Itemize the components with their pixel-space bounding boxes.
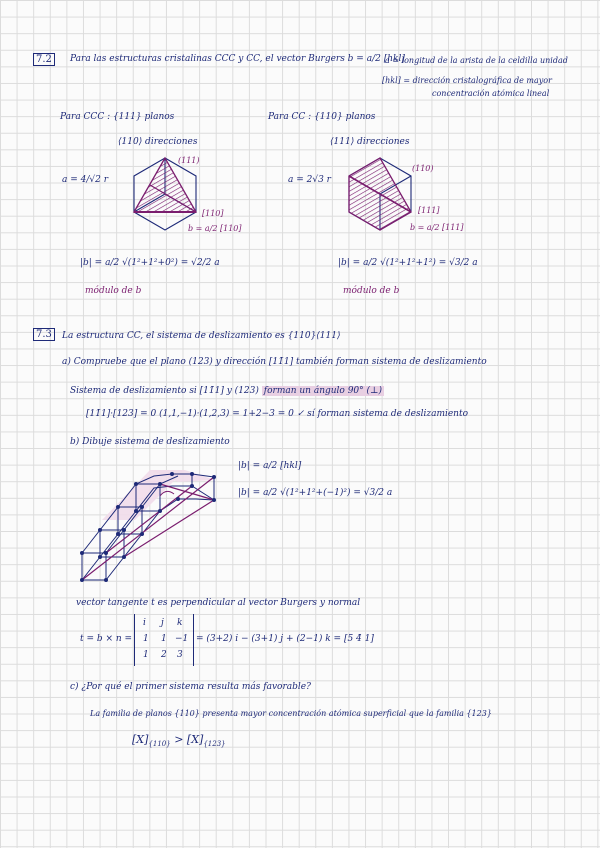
ccc-burgers-magnitude: |b| = a/2 √(1²+1²+0²) = √2/2 a [80, 258, 220, 268]
density-123-sub: {123} [203, 740, 226, 749]
matrix-cell: j [161, 618, 164, 628]
answer-c: La familia de planos {110} presenta mayor concentración atómica superficial que la familia {123} [90, 709, 492, 718]
tangent-result: = (3+2) i − (3+1) j + (2−1) k = [5 4̄ 1] [196, 634, 374, 644]
matrix-cell: 1 [143, 634, 149, 644]
cc-unit-cell-drawing [349, 158, 411, 230]
greater-than: > [174, 733, 184, 746]
matrix-cell: k [177, 618, 183, 628]
density-110: [X] [132, 733, 149, 746]
cc-burgers-label: b = a/2 [111] [410, 223, 464, 232]
cc-magnitude-note: módulo de b [343, 286, 400, 296]
matrix-cell: 3 [177, 650, 183, 660]
section-7-3-title: La estructura CC, el sistema de deslizamiento es {110}⟨111⟩ [62, 331, 341, 341]
section-number-7-3: 7.3 [33, 328, 55, 341]
matrix-cell: i [143, 618, 146, 628]
definition-a: a = longitud de la arista de la celdilla unidad [385, 56, 568, 65]
question-c: c) ¿Por qué el primer sistema resulta más favorable? [70, 682, 311, 692]
cc-planes-label: Para CC : {110} planos [268, 112, 376, 122]
ccc-lattice-parameter: a = 4/√2 r [62, 175, 109, 185]
cc-directions-label: ⟨111⟩ direcciones [330, 137, 410, 147]
density-123: [X] [186, 733, 204, 746]
matrix-cell: 2 [161, 650, 167, 660]
question-b: b) Dibuje sistema de deslizamiento [70, 437, 230, 447]
cc-plane-label: (110) [412, 164, 434, 173]
matrix-cell: 1 [161, 634, 167, 644]
section-7-2-title: Para las estructuras cristalinas CCC y CC, el vector Burgers b = a/2 [hkl] [70, 54, 405, 64]
section-number-7-2: 7.2 [33, 53, 55, 66]
ccc-unit-cell-drawing [134, 158, 196, 230]
ccc-planes-label: Para CCC : {111} planos [60, 112, 175, 122]
cc-lattice-parameter: a = 2√3 r [288, 175, 331, 185]
ccc-direction-label: [110] [202, 209, 224, 218]
ccc-plane-label: (111) [178, 156, 200, 165]
density-110-sub: {110} [148, 740, 171, 749]
cc-direction-label: [111] [418, 206, 440, 215]
slip-system-lattice-drawing [80, 470, 216, 582]
ccc-magnitude-note: módulo de b [85, 286, 142, 296]
tangent-equation: t = b × n = [80, 634, 133, 644]
answer-a-highlight: forman un ángulo 90° (⊥) [263, 386, 383, 396]
definition-hkl-cont: concentración atómica lineal [432, 89, 550, 98]
ccc-burgers-label: b = a/2 [110] [188, 224, 242, 233]
matrix-cell: −1 [175, 634, 189, 644]
question-a: a) Compruebe que el plano (123) y dirección [11̄1] también forman sistema de deslizamiento [62, 357, 487, 367]
definition-hkl: [hkl] = dirección cristalográfica de mayor [382, 76, 552, 85]
tangent-vector-text: vector tangente t es perpendicular al vector Burgers y normal [76, 598, 361, 608]
answer-a-dot-product: [11̄1]·[123] = 0 (1,1,−1)·(1,2,3) = 1+2−3 = 0 ✓ sí forman sistema de deslizamiento [86, 409, 469, 419]
burgers-vector-def: |b| = a/2 [hkl] [238, 461, 302, 471]
matrix-cell: 1 [143, 650, 149, 660]
answer-a-condition: Sistema de deslizamiento si [11̄1] y (123) [70, 386, 259, 396]
burgers-vector-magnitude: |b| = a/2 √(1²+1²+(−1)²) = √3/2 a [238, 488, 393, 498]
cc-burgers-magnitude: |b| = a/2 √(1²+1²+1²) = √3/2 a [338, 258, 478, 268]
ccc-directions-label: ⟨110⟩ direcciones [118, 137, 198, 147]
